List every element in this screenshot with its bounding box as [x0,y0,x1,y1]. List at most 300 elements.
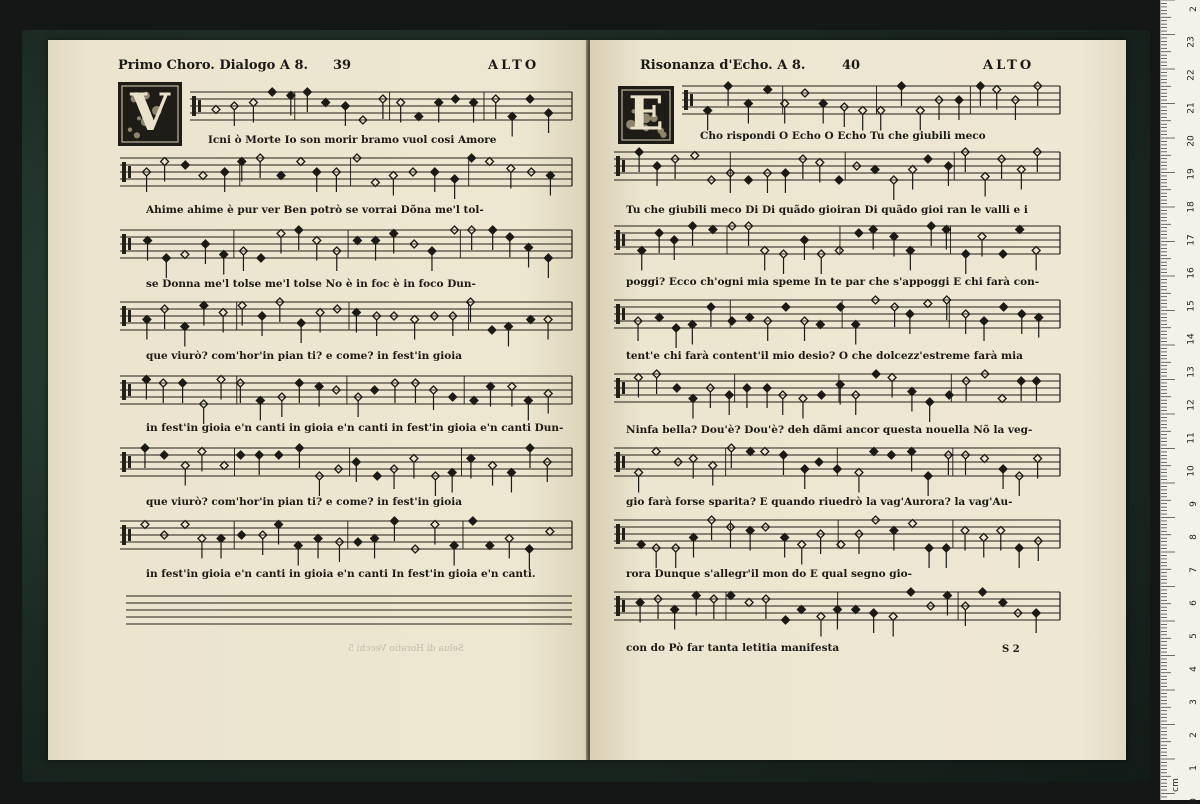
note-head [410,455,418,463]
note-head [908,448,916,456]
note-head [909,166,917,174]
note-head [371,386,379,394]
clef-mark [616,524,620,544]
clef-mark [128,238,131,250]
ruler-number: 7 [1189,567,1200,573]
left-lyric-line: que viurò? com'hor'in pian ti? e come? in fest'in gioia [146,496,463,508]
right-lyric-line: tent'e chi farà content'il mio desio? O che dolcezz'estreme farà mia [626,350,1023,362]
music-staff [614,296,1060,348]
note-head [143,316,151,324]
note-head [897,82,905,90]
clef-mark [128,529,131,541]
note-head [981,455,989,463]
note-head [815,458,823,466]
note-head [525,244,533,252]
clef-mark [192,96,196,116]
note-head [526,444,534,452]
note-head [870,448,878,456]
note-head [1015,544,1023,552]
note-head [352,458,360,466]
clef-mark [128,456,131,468]
note-head [181,251,189,259]
note-head [745,599,753,607]
note-head [979,588,987,596]
right-lyric-line: Ninfa bella? Dou'è? Dou'è? deh dãmi ancor questa nouella Nõ la veg- [626,424,1033,436]
note-head [470,397,478,405]
note-head [527,316,535,324]
note-head [448,469,456,477]
note-head [181,462,189,470]
note-head [162,254,170,262]
note-head [855,469,863,477]
note-head [198,448,206,456]
note-head [507,469,515,477]
right-page-voice: ALTO [983,58,1035,73]
clef-mark [690,94,693,106]
music-staff [614,588,1060,637]
initial-letter: V [130,83,170,143]
note-head [508,113,516,121]
note-head [316,309,324,317]
right-lyric-line: Tu che giubili meco Di Di quãdo gioiran Di quãdo gioi ran le valli e i [626,204,1028,216]
music-staff [120,226,572,278]
note-head [781,169,789,177]
note-head [238,158,246,166]
note-head [997,527,1005,535]
note-head [505,535,513,543]
note-head [779,451,787,459]
note-head [743,384,751,392]
decorated-initial-e [618,86,674,145]
clef-mark [616,378,620,398]
note-head [907,588,915,596]
clef-mark [122,306,126,326]
note-head [924,300,932,308]
right-lyric-line: gio farà forse sparita? E quando riuedrò la vag'Aurora? la vag'Au- [626,496,1013,508]
clef-mark [622,456,625,468]
music-staff [120,517,572,569]
note-head [546,172,554,180]
decorated-initial-v [118,82,182,146]
note-head [709,226,717,234]
note-head [313,168,321,176]
note-head [258,312,266,320]
note-head [652,448,660,456]
note-head [200,302,208,310]
note-head [799,395,807,403]
note-head [800,236,808,244]
note-head [322,99,330,107]
right-lyric-line: rora Dunque s'allegr'il mon do E qual segno gio- [626,568,912,580]
note-head [835,247,843,255]
left-lyric-line: que viurò? com'hor'in pian ti? e come? in fest'in gioia [146,350,463,362]
note-head [313,237,321,245]
right-page [590,40,1126,760]
note-head [217,376,225,384]
clef-mark [622,160,625,172]
note-head [314,535,322,543]
note-head [724,82,732,90]
left-lyric-line: se Donna me'l tolse me'l tolse No è in foc è in foco Dun- [146,278,476,290]
note-head [489,226,497,234]
note-head [467,455,475,463]
note-head [1016,226,1024,234]
right-page-number: 40 [842,58,861,73]
note-head [655,229,663,237]
note-head [763,384,771,392]
note-head [256,397,264,405]
note-head [961,527,969,535]
note-head [303,88,311,96]
note-head [1017,377,1025,385]
note-head [1032,247,1040,255]
note-head [999,599,1007,607]
note-head [908,388,916,396]
note-head [277,172,285,180]
note-head [486,158,494,166]
note-head [219,309,227,317]
note-head [655,314,663,322]
note-head [962,250,970,258]
note-head [746,314,754,322]
note-head [181,161,189,169]
ruler-number: 5 [1189,633,1200,639]
music-staff [614,444,1060,496]
note-head [372,237,380,245]
right-lyric-line: poggi? Ecco ch'ogni mia speme In te par che s'appoggi E chi farà con- [626,276,1040,288]
music-staff [614,148,1060,200]
left-music-staves [48,40,588,760]
ruler-number: 20 [1186,135,1197,147]
note-head [199,172,207,180]
clef-mark [616,230,620,250]
note-head [297,158,305,166]
note-head [526,95,534,103]
ruler-number: 15 [1186,300,1197,312]
ruler-number: 4 [1189,666,1200,672]
note-head [524,397,532,405]
music-staff [614,222,1060,274]
left-page [48,40,588,760]
note-head [689,222,697,230]
note-head [1017,166,1025,174]
note-head [691,152,699,160]
ruler-number: 13 [1186,366,1197,378]
music-staff [120,154,572,199]
note-head [268,88,276,96]
note-head [1000,303,1008,311]
music-staff [614,516,1060,568]
note-head [709,462,717,470]
note-head [435,99,443,107]
ruler-number: 1 [1189,765,1200,771]
ruler-number: 21 [1186,102,1197,114]
empty-staff [126,596,572,624]
note-head [390,517,398,525]
note-head [297,319,305,327]
note-head [781,100,789,108]
note-head [887,451,895,459]
note-head [506,233,514,241]
ruler-number: 8 [1189,534,1200,540]
note-head [890,233,898,241]
ruler-number: 16 [1186,267,1197,279]
note-head [489,462,497,470]
note-head [249,99,257,107]
note-head [141,521,149,529]
right-page-title: Risonanza d'Echo. A 8. [640,58,806,73]
ruler-number: 18 [1186,201,1197,213]
note-head [761,448,769,456]
note-head [852,606,860,614]
note-head [142,376,150,384]
note-head [504,323,512,331]
note-head [725,391,733,399]
note-head [451,175,459,183]
note-head [871,166,879,174]
note-head [415,113,423,121]
note-head [689,395,697,403]
music-staff [120,298,572,347]
note-head [221,168,229,176]
note-head [238,531,246,539]
note-head [315,383,323,391]
note-head [782,303,790,311]
measuring-ruler [1160,0,1200,804]
note-head [450,542,458,550]
left-lyric-line: Icni ò Morte Io son morir bramo vuol cosi Amore [208,134,497,146]
note-head [980,317,988,325]
note-head [160,451,168,459]
note-head [411,316,419,324]
clef-mark [616,596,620,616]
note-head [945,391,953,399]
note-head [704,107,712,115]
note-head [942,544,950,552]
note-head [390,230,398,238]
note-head [782,616,790,624]
note-head [909,520,917,528]
left-footer-bleed: Selua di Horatio Vecchi 5 [348,644,464,654]
right-lyric-line: Cho rispondi O Echo O Echo Tu che giubili meco [700,130,986,142]
note-head [672,324,680,332]
note-head [925,544,933,552]
clef-mark [622,600,625,612]
note-head [817,613,825,621]
note-head [976,82,984,90]
clef-mark [122,452,126,472]
note-head [255,451,263,459]
note-head [998,395,1006,403]
right-lyric-line: con do Pò far tanta letitia manifesta [626,642,840,654]
note-head [819,100,827,108]
note-head [692,592,700,600]
ruler-number: 17 [1186,234,1197,246]
note-head [916,107,924,115]
note-head [634,374,642,382]
clef-mark [616,304,620,324]
note-head [944,162,952,170]
note-head [906,310,914,318]
music-staff [682,82,1060,131]
note-head [670,236,678,244]
note-head [746,527,754,535]
note-head [943,592,951,600]
clef-mark [198,100,201,112]
note-head [906,247,914,255]
note-head [978,233,986,241]
note-head [545,109,553,117]
clef-mark [122,380,126,400]
note-head [179,379,187,387]
note-head [389,172,397,180]
clef-mark [128,166,131,178]
note-head [955,96,963,104]
note-head [431,168,439,176]
clef-mark [122,525,126,545]
music-staff [120,444,572,496]
clef-mark [684,90,688,110]
note-head [341,102,349,110]
note-head [488,326,496,334]
music-staff [120,376,572,425]
note-head [1032,609,1040,617]
note-head [837,303,845,311]
ruler-number: 19 [1186,168,1197,180]
note-head [744,176,752,184]
note-head [508,383,516,391]
note-head [707,303,715,311]
note-head [1034,455,1042,463]
clef-mark [128,310,131,322]
ruler-number: 9 [1189,501,1200,507]
note-head [689,455,697,463]
left-page-number: 39 [333,58,352,73]
note-head [869,226,877,234]
ruler-number: 22 [1186,69,1197,81]
note-head [942,226,950,234]
note-head [728,317,736,325]
note-head [544,254,552,262]
note-head [744,100,752,108]
note-head [507,165,515,173]
note-head [980,534,988,542]
note-head [431,521,439,529]
note-head [801,465,809,473]
note-head [1032,377,1040,385]
note-head [870,609,878,617]
left-lyric-line: in fest'in gioia e'n canti in gioia e'n canti in fest'in gioia e'n canti Dun- [146,422,564,434]
note-head [546,528,554,536]
note-head [746,448,754,456]
clef-mark [122,234,126,254]
clef-mark [128,384,131,396]
note-head [486,383,494,391]
music-staff [190,88,572,137]
signature-mark: S 2 [1002,644,1020,655]
ruler-number: 10 [1186,465,1197,477]
note-head [294,542,302,550]
note-head [877,107,885,115]
note-head [220,462,228,470]
note-head [451,95,459,103]
ruler-number: 12 [1186,399,1197,411]
note-head [257,254,265,262]
left-lyric-line: Ahime ahime è pur ver Ben potrò se vorrai Dõna me'l tol- [146,204,484,216]
clef-mark [616,452,620,472]
note-head [836,381,844,389]
note-head [486,542,494,550]
note-head [816,321,824,329]
note-head [544,316,552,324]
note-head [816,159,824,167]
note-head [889,613,897,621]
note-head [1035,314,1043,322]
note-head [275,451,283,459]
clef-mark [622,382,625,394]
note-head [295,444,303,452]
note-head [761,247,769,255]
clef-mark [622,308,625,320]
note-head [295,379,303,387]
ruler-unit: cm [1171,778,1182,792]
note-head [890,527,898,535]
note-head [161,158,169,166]
ruler-number: 6 [1189,600,1200,606]
note-head [470,99,478,107]
ruler-number: 2 [1189,732,1200,738]
note-head [217,535,225,543]
note-head [277,230,285,238]
clef-mark [622,528,625,540]
clef-mark [122,162,126,182]
note-head [1018,310,1026,318]
ruler-number: 11 [1186,432,1197,444]
note-head [352,309,360,317]
note-head [855,229,863,237]
note-head [835,176,843,184]
ruler-number: 14 [1186,333,1197,345]
note-head [859,107,867,115]
note-head [690,534,698,542]
note-head [999,465,1007,473]
note-head [428,247,436,255]
note-head [927,222,935,230]
note-head [354,538,362,546]
note-head [688,321,696,329]
note-head [397,99,405,107]
ruler-number: 23 [1186,36,1197,48]
clef-mark [622,234,625,246]
note-head [238,302,246,310]
note-head [237,451,245,459]
note-head [764,86,772,94]
note-head [449,393,457,401]
note-head [635,148,643,156]
note-head [198,535,206,543]
note-head [817,391,825,399]
note-head [781,534,789,542]
note-head [727,592,735,600]
note-head [671,606,679,614]
note-head [924,472,932,480]
note-head [525,545,533,553]
ruler-number: 0 [1189,798,1200,804]
ruler-number: 3 [1189,699,1200,705]
note-head [141,444,149,452]
note-head [201,240,209,248]
left-page-voice: ALTO [488,58,540,73]
